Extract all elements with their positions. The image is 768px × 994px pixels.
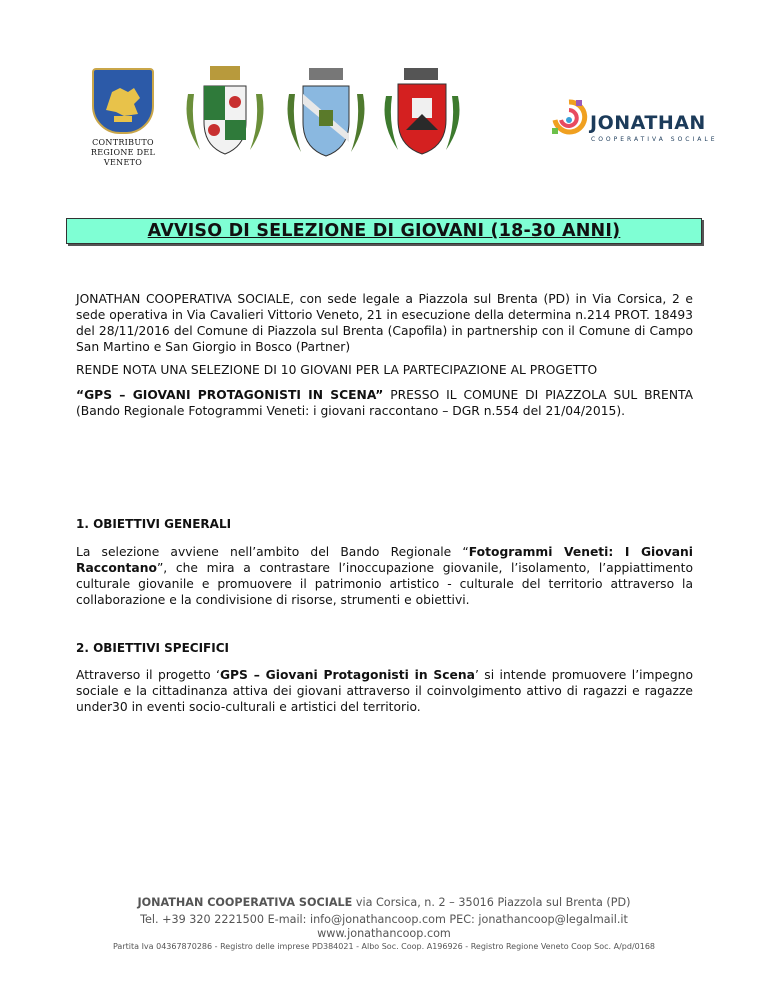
section-2-text-a: Attraverso il progetto ‘ [76,668,220,682]
jonathan-logo-subtitle: COOPERATIVA SOCIALE [591,136,718,143]
section-1-text-a: La selezione avviene nell’ambito del Bando Regionale “ [76,545,469,559]
section-2-heading: 2. OBIETTIVI SPECIFICI [76,641,229,655]
comune-crest-2-icon [283,64,369,168]
veneto-caption-1: CONTRIBUTO [92,138,154,147]
announcement-paragraph: RENDE NOTA UNA SELEZIONE DI 10 GIOVANI PER LA PARTECIPAZIONE AL PROGETTO [76,363,598,377]
section-1-bold: Fotogrammi Veneti: I Giovani Raccontano [76,545,693,575]
comune-crest-1-icon [180,64,270,168]
lion-of-saint-mark-icon [92,68,154,134]
footer-address-line [0,896,768,909]
footer-company: JONATHAN COOPERATIVA SOCIALE [137,896,353,909]
footer-legal: Partita Iva 04367870286 - Registro delle imprese PD384021 - Albo Soc. Coop. A196926 - Registro Regione Veneto Coop Soc. A/pd/0168 [112,942,656,951]
comune-crest-3-icon [380,64,464,168]
footer-website: www.jonathancoop.com [317,927,451,940]
jonathan-logo-name: JONATHAN [590,112,706,134]
section-1-text [76,544,693,608]
section-2-text [76,667,693,715]
jonathan-logo [550,98,720,148]
section-2-text-b: ’ si intende promuovere l’impegno sociale e la cittadinanza attiva dei giovani attraverso il coinvolgimento attivo di ragazzi e ragazze under30 in eventi socio-culturali e artistici del territorio. [76,668,693,714]
section-1-heading: 1. OBIETTIVI GENERALI [76,517,232,531]
document-title: AVVISO DI SELEZIONE DI GIOVANI (18-30 ANNI) [147,221,621,241]
project-details: PRESSO IL COMUNE DI PIAZZOLA SUL BRENTA (Bando Regionale Fotogrammi Veneti: i giovani raccontano – DGR n.554 del 21/04/2015). [76,388,693,418]
section-2-bold: GPS – Giovani Protagonisti in Scena [219,668,475,682]
intro-paragraph: JONATHAN COOPERATIVA SOCIALE, con sede legale a Piazzola sul Brenta (PD) in Via Corsica, 2 e sede operativa in Via Cavalieri Vittorio Veneto, 21 in esecuzione della determina n.214 PROT. 18493 del 28/11/2016 del Comune di Piazzola sul Brenta (Capofila) in partnership con il Comune di Campo San Martino e San Giorgio in Bosco (Partner) [76,292,693,354]
footer-address: via Corsica, n. 2 – 35016 Piazzola sul Brenta (PD) [352,896,631,909]
document-title-box [66,218,702,244]
section-1-text-b: ”, che mira a contrastare l’inoccupazione giovanile, l’isolamento, l’appiattimento culturale giovanile e promuovere il patrimonio artistico - culturale del territorio attraverso la collaborazione e la condivisione di risorse, strumenti e obiettivi. [76,561,693,607]
regione-veneto-logo [78,68,168,168]
jonathan-spiral-icon [550,98,588,146]
project-paragraph [76,387,693,419]
project-name: “GPS – GIOVANI PROTAGONISTI IN SCENA” [76,388,384,402]
header-logos [0,62,768,167]
footer-contacts: Tel. +39 320 2221500 E-mail: info@jonathancoop.com PEC: jonathancoop@legalmail.it [140,913,628,926]
veneto-caption-2: REGIONE DEL VENETO [90,148,156,167]
